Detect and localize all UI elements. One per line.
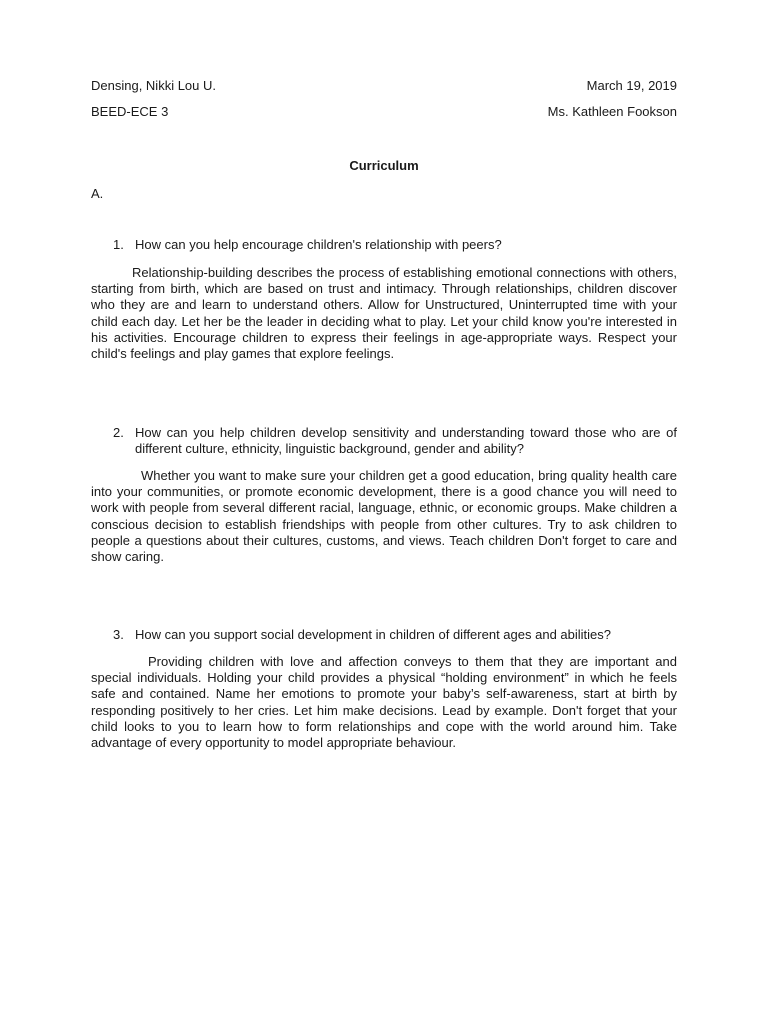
answer-1: Relationship-building describes the process of establishing emotional connections with others, starting from birth, which are based on trust and intimacy. Through relationships, children discover who they are and learn to understand others. Allow for Unstructured, Uninterrupted time with your child each day. Let her be the leader in deciding what to play. Let your child know you're interested in his activities. Encourage children to express their feelings in age-appropriate ways. Respect your child's feelings and play games that explore feelings.: [91, 265, 677, 362]
question-text: How can you support social development in children of different ages and abilities?: [135, 627, 611, 642]
answer-2: Whether you want to make sure your children get a good education, bring quality health care into your communities, or promote economic development, there is a good chance you will need to work with people from several different racial, language, ethnic, or economic groups. Make children a conscious decision to establish friendships with people from other cultures. Try to ask children to people a questions about their cultures, customs, and views. Teach children Don't forget to care and show caring.: [91, 468, 677, 565]
question-3: [113, 627, 677, 643]
question-text: How can you help children develop sensitivity and understanding toward those who are of different culture, ethnicity, linguistic background, gender and ability?: [135, 425, 677, 456]
student-name: Densing, Nikki Lou U.: [91, 78, 216, 93]
question-2: [113, 425, 677, 457]
instructor-name: Ms. Kathleen Fookson: [547, 104, 677, 119]
document-date: March 19, 2019: [586, 78, 677, 93]
question-number: 3.: [113, 627, 124, 642]
question-number: 2.: [113, 425, 124, 440]
answer-3: Providing children with love and affection conveys to them that they are important and special individuals. Holding your child provides a physical “holding environment” in which he feels safe and contained. Name her emotions to promote your baby’s self-awareness, start at birth by responding positively to her cries. Let him make decisions. Lead by example. Don't forget that your child looks to you to learn how to form relationships and cope with the world around him. Take advantage of every opportunity to model appropriate behaviour.: [91, 654, 677, 751]
question-number: 1.: [113, 237, 124, 252]
question-text: How can you help encourage children's relationship with peers?: [135, 237, 502, 252]
course-code: BEED-ECE 3: [91, 104, 169, 119]
section-label: A.: [91, 186, 104, 201]
question-1: [113, 237, 677, 253]
page-title: Curriculum: [349, 158, 419, 173]
